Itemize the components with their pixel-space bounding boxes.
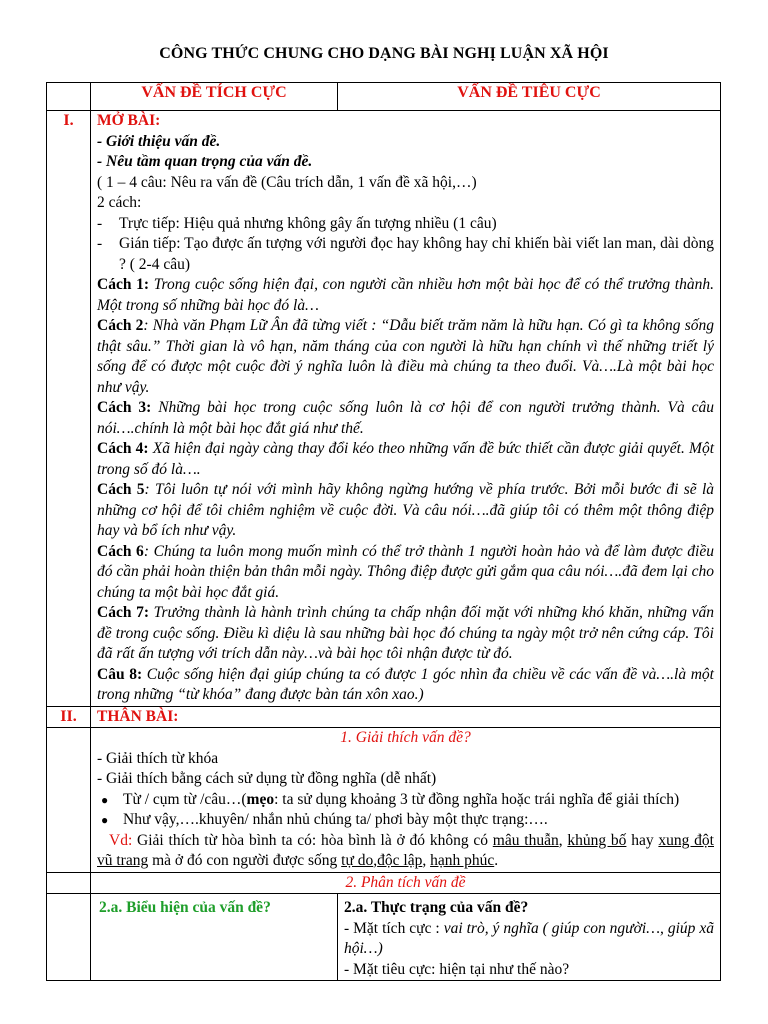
way-item: Cách 7: Trưởng thành là hành trình chúng ta chấp nhận đối mặt với những khó khăn, những vấn đề trong cuộc sống. Điều kì diệu là sau những bài học đó chúng ta ngày một trở nên cứng cáp. Tôi đã rất ấn tượng với trích dẫn này…và bài học tôi nhận được từ đó. [97, 604, 714, 662]
header-empty-cell [47, 83, 91, 111]
intro-two-ways: 2 cách: [97, 194, 142, 211]
subsection-title: 1. Giải thích vấn đề? [340, 729, 471, 746]
list-item: - Trực tiếp: Hiệu quả nhưng không gây ấn tượng nhiều (1 câu) [97, 214, 714, 235]
analyze-row [47, 894, 721, 981]
bullet-icon: ● [101, 792, 109, 807]
header-positive: VẤN ĐỀ TÍCH CỰC [91, 83, 338, 111]
explain-line: - Giải thích bằng cách sử dụng từ đồng nghĩa (dễ nhất) [97, 770, 437, 787]
bullet-icon: ● [101, 813, 109, 827]
negative-status: 2.a. Thực trạng của vấn đề? - Mặt tích cực : vai trò, ý nghĩa ( giúp con người…, giúp xã hội…) - Mặt tiêu cực: hiện tại như thế nào? [338, 894, 721, 981]
indirect-way: Gián tiếp: Tạo được ấn tượng với người đọc hay không hay chỉ khiến bài viết lan man, dài dòng ? ( 2-4 câu) [119, 235, 714, 273]
list-item: ● Như vậy,….khuyên/ nhắn nhủ chúng ta/ phơi bày một thực trạng:…. [97, 810, 714, 831]
explain-content [91, 728, 721, 873]
example: Vd: Giải thích từ hòa bình ta có: hòa bình là ở đó không có mâu thuẫn, khủng bố hay xung đột vũ trang mà ở đó con người được sống tự do,độc lập, hạnh phúc. [97, 831, 714, 869]
empty-cell [47, 872, 91, 894]
intro-note: ( 1 – 4 câu: Nêu ra vấn đề (Câu trích dẫn, 1 vấn đề xã hội,…) [97, 173, 477, 191]
way-item: Câu 8: Cuộc sống hiện đại giúp chúng ta có được 1 góc nhìn đa chiều về các vấn đề và….là một trong những “từ khóa” đang được bàn tán xôn xao.) [97, 665, 714, 703]
section-heading-cell [91, 706, 721, 728]
list-item: - Gián tiếp: Tạo được ấn tượng với người đọc hay không hay chỉ khiến bài viết lan man, dài dòng ? ( 2-4 câu) [97, 234, 714, 275]
analyze-title-row [47, 872, 721, 894]
explain-line: - Giải thích từ khóa [97, 749, 219, 767]
way-item: Cách 1: Trong cuộc sống hiện đại, con người cần nhiều hơn một bài học để có thể trưởng thành. Một trong số những bài học đó là… [97, 276, 714, 314]
section-intro-row [47, 111, 721, 707]
section-heading: MỞ BÀI: [97, 112, 161, 129]
intro-goal: - Giới thiệu vấn đề. [97, 132, 221, 150]
direct-way: Trực tiếp: Hiệu quả nhưng không gây ấn tượng nhiều (1 câu) [119, 214, 497, 232]
section-heading: THÂN BÀI: [97, 707, 179, 725]
empty-cell [47, 728, 91, 873]
way-item: Cách 6: Chúng ta luôn mong muốn mình có thể trở thành 1 người hoàn hảo và để làm được điều đó cần phải hoàn thiện bản thân mỗi ngày. Thông điệp được gửi gắm qua câu nói….đã đem lại cho chúng ta một bài học đắt giá. [97, 542, 714, 601]
section-number: II. [47, 706, 91, 728]
header-negative: VẤN ĐỀ TIÊU CỰC [338, 83, 721, 111]
positive-manifestation: 2.a. Biểu hiện của vấn đề? [91, 894, 338, 981]
way-item: Cách 3: Những bài học trong cuộc sống luôn là cơ hội để con người trưởng thành. Và câu nói….chính là một bài học đắt giá như thế. [97, 399, 715, 437]
outline-table [46, 82, 721, 981]
section-intro-content [91, 111, 721, 707]
way-item: Cách 4: Xã hiện đại ngày càng thay đổi kéo theo những vấn đề bức thiết cần được giải quyết. Một trong số đó là…. [97, 440, 715, 478]
way-item: Cách 2: Nhà văn Phạm Lữ Ân đã từng viết : “Dẫu biết trăm năm là hữu hạn. Có gì ta không sống thật sâu.” Thời gian là vô hạn, năm tháng của con người là hữu hạn chính vì thế những triết lý sống để có được một cuộc đời ý nghĩa luôn là điều mà chúng ta theo đuổi. Và….Là một bài học như vậy. [97, 317, 714, 396]
page-title: CÔNG THỨC CHUNG CHO DẠNG BÀI NGHỊ LUẬN XÃ HỘI [159, 45, 609, 62]
section-number: I. [47, 111, 91, 707]
subsection-title: 2. Phân tích vấn đề [91, 872, 721, 894]
explain-row [47, 728, 721, 873]
empty-cell [47, 894, 91, 981]
section-body-row [47, 706, 721, 728]
intro-goal: - Nêu tầm quan trọng của vấn đề. [97, 153, 313, 170]
list-item: ● Từ / cụm từ /câu…(mẹo: ta sử dụng khoảng 3 từ đồng nghĩa hoặc trái nghĩa để giải thích) [97, 790, 714, 811]
way-item: Cách 5: Tôi luôn tự nói với mình hãy không ngừng hướng về phía trước. Bởi mỗi bước đi sẽ là những cơ hội để tôi chiêm nghiệm về cuộc đời. Và câu nói….đã giúp tôi có thêm một thông điệp hay và bổ ích như vậy. [97, 481, 715, 539]
table-header-row [47, 83, 721, 111]
